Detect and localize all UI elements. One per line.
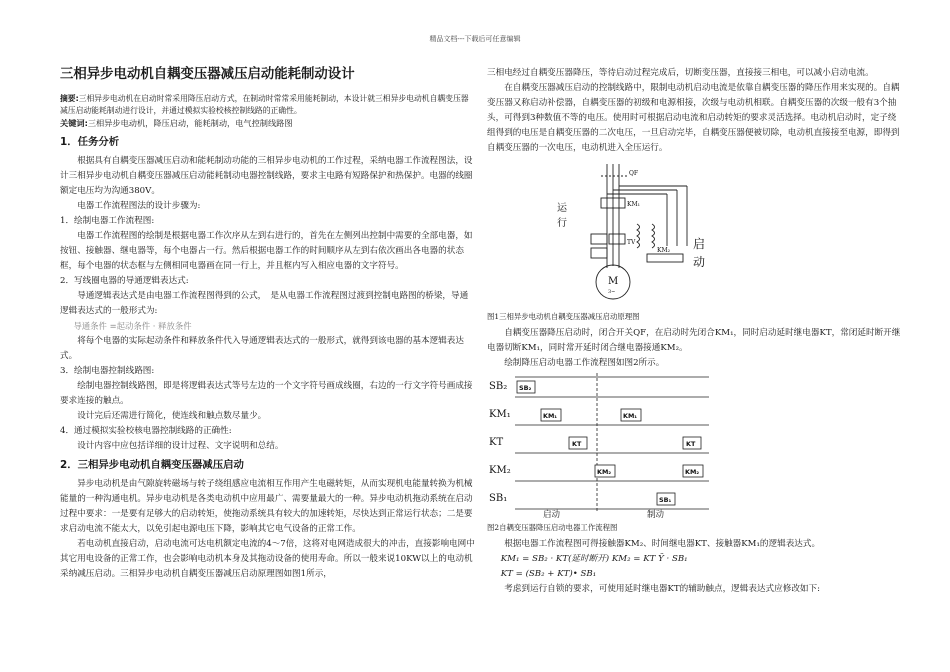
keywords-text: 三相异步电动机，降压启动，能耗制动，电气控制线路图 [87, 118, 293, 128]
equation1: KM₁ = SB₂ · KT(延时断开) KM₂ = KT Ÿ · SB₁ [500, 554, 688, 564]
step1-heading: 1．绘制电器工作流程图: [60, 216, 155, 226]
right-para6: 考虑到运行自锁的要求，可使用延时继电器KT的辅助触点，逻辑表达式应修改如下: [504, 584, 821, 594]
fig2-box-kt-b: KT [686, 440, 696, 448]
fig1-qf: QF [629, 170, 639, 177]
fig2-box-sb2: SB₂ [519, 384, 532, 392]
step3-text2: 设计完后还需进行简化，使连线和触点数尽量少。 [77, 411, 267, 421]
fig2-box-km1-a: KM₁ [543, 412, 558, 420]
right-column [487, 66, 902, 597]
fig1-km2: KM₂ [657, 247, 671, 254]
fig2-box-kt-a: KT [572, 440, 582, 448]
section2-para1: 异步电动机是由气隙旋转磁场与转子绕组感应电流相互作用产生电磁转矩，从而实现机电能量转换为机械能量的一种沟通电机。异步电动机是各类电动机中应用最广、需要量最大的一种。异步电动机拖动系统在启动过程中要求：一是要有足够大的启动转矩，使拖动系统具有较大的加速转矩，尽快达到正常运行状态；二是要求启动电流不能太大，以免引起电源电压下降，影响其它电气设备的正常工作。 [60, 479, 473, 534]
fig1-start-label-1: 启 [693, 237, 706, 251]
fig2-start-label: 启动 [543, 510, 561, 519]
equation2: KT = (SB₂ + KT)• SB₁ [500, 569, 597, 579]
abstract-label: 摘要: [60, 94, 79, 103]
figure2-caption: 图2自耦变压器降压启动电器工作流程图 [487, 523, 618, 532]
step3-heading: 3．绘制电器控制线路图: [60, 366, 155, 376]
section2-heading: 2．三相异步电动机自耦变压器减压启动 [60, 459, 244, 471]
section1-para1: 根据具有自耦变压器减压启动和能耗制动功能的三相异步电动机的工作过程，采纳电器工作流程图法，设计三相异步电动机自耦变压器减压启动能耗制动电器控制线路，要求主电路有短路保护和热保护。电器的线圈额定电压均为沟通380V。 [60, 156, 473, 196]
abstract [60, 93, 476, 117]
fig1-run-label-1: 运 [557, 203, 567, 214]
step1-text: 电器工作流程图的绘制是根据电器工作次序从左到右进行的，首先在左侧列出控制中需要的全部电器，如按钮、接触器、继电器等，每个电器占一行。然后根据电器工作的时间顺序从左到右依次画出各电器的状态框，每个电器的状态框与左侧相同电器画在同一行上，并且框内写入相应电器的文字符号。 [60, 231, 473, 271]
paper-title: 三相异步电动机自耦变压器减压启动能耗制动设计 [60, 67, 355, 82]
fig1-motor-sub: 3~ [608, 289, 616, 295]
step4-text: 设计内容中应包括详细的设计过程、文字说明和总结。 [77, 441, 284, 451]
fig2-box-km2-b: KM₂ [685, 468, 700, 476]
fig2-row-km1: KM₁ [489, 409, 511, 420]
fig1-tv: TV [627, 239, 636, 246]
section1-heading: 1．任务分析 [60, 136, 120, 148]
fig1-km1: KM₁ [627, 201, 641, 208]
figure1-circuit-diagram [487, 156, 902, 308]
fig2-box-sb1: SB₁ [659, 496, 672, 504]
step2-after: 将每个电器的实际起动条件和释放条件代入导通逻辑表达式的一般形式，就得到该电器的基本逻辑表达式。 [60, 336, 464, 361]
step4-heading: 4．通过模拟实验校核电器控制线路的正确性: [60, 426, 232, 436]
right-para1: 三相电经过自耦变压器降压，等待启动过程完成后，切断变压器，直接接三相电，可以减小启动电流。 [487, 68, 874, 78]
right-para3: 自耦变压器降压启动时，闭合开关QF，在启动时先闭合KM₁，同时启动延时继电器KT，常闭延时断开继电器切断KM₁，同时常开延时闭合继电器接通KM₂。 [487, 328, 901, 353]
fig1-run-label-2: 行 [557, 218, 567, 229]
abstract-text: 三相异步电动机在启动时常采用降压启动方式，在制动时常常采用能耗制动，本设计就三相异步电动机自耦变压器减压启动能耗制动进行设计，并通过模拟实验校核控制线路的正确性。 [60, 94, 469, 115]
fig1-motor: M [608, 276, 619, 287]
left-column [60, 66, 476, 582]
right-para4: 绘制降压启动电器工作流程图如图2所示。 [504, 358, 665, 368]
fig2-brake-label: 制动 [647, 510, 665, 519]
right-para5: 根据电器工作流程图可得接触器KM₂、时间继电器KT、接触器KM₁的逻辑表达式。 [504, 539, 821, 549]
step2-text: 导通逻辑表达式是由电器工作流程图得到的公式， 是从电器工作流程图过渡到控制电路图的桥梁，导通逻辑表达式的一般形式为: [60, 291, 469, 316]
keywords-label: 关键词: [60, 118, 88, 128]
page-header: 精品文档---下载后可任意编辑 [429, 35, 521, 43]
fig2-row-sb1: SB₁ [489, 493, 508, 504]
right-para2: 在自耦变压器减压启动的控制线路中，限制电动机启动电流是依靠自耦变压器的降压作用来实现的。自耦变压器又称启动补偿器，自耦变压器的初级和电源相接，次级与电动机相联。自耦变压器的次级一般有3个抽头，可得到3种数值不等的电压。使用时可根据启动电流和启动转矩的要求灵活选择。电动机启动时，定子绕组得到的电压是自耦变压器的二次电压，一旦启动完毕，自耦变压器便被切除，电动机直接接至电源，即得到自耦变压器的一次电压，电动机进入全压运行。 [487, 83, 900, 153]
fig2-box-km2-a: KM₂ [597, 468, 612, 476]
fig2-box-km1-b: KM₁ [623, 412, 638, 420]
keywords [60, 117, 476, 130]
section1-para2: 电器工作流程图法的设计步骤为: [77, 201, 201, 211]
figure1-caption: 图1三相异步电动机自耦变压器减压启动原理图 [487, 312, 640, 321]
section2-para2: 若电动机直接启动，启动电流可达电机额定电流的4～7倍，这将对电网造成很大的冲击，直接影响电网中其它用电设备的正常工作，也会影响电动机本身及其拖动设备的使用寿命。所以一般来说10KW以上的电动机采纳减压启动。三相异步电动机自耦变压器减压启动原理图如图1所示， [60, 539, 475, 579]
step2-heading: 2．写线圈电器的导通逻辑表达式: [60, 276, 189, 286]
fig2-row-sb2: SB₂ [489, 381, 508, 392]
fig2-row-kt: KT [489, 437, 504, 448]
figure2-flow-chart [487, 371, 902, 519]
fig1-start-label-2: 动 [693, 255, 706, 269]
general-formula: 导通条件 =起动条件 · 释放条件 [73, 321, 192, 331]
step3-text: 绘制电器控制线路图，即是将逻辑表达式等号左边的一个文字符号画成线圈，右边的一行文字符号画成接要求连接的触点。 [60, 381, 473, 406]
fig2-row-km2: KM₂ [489, 465, 511, 476]
